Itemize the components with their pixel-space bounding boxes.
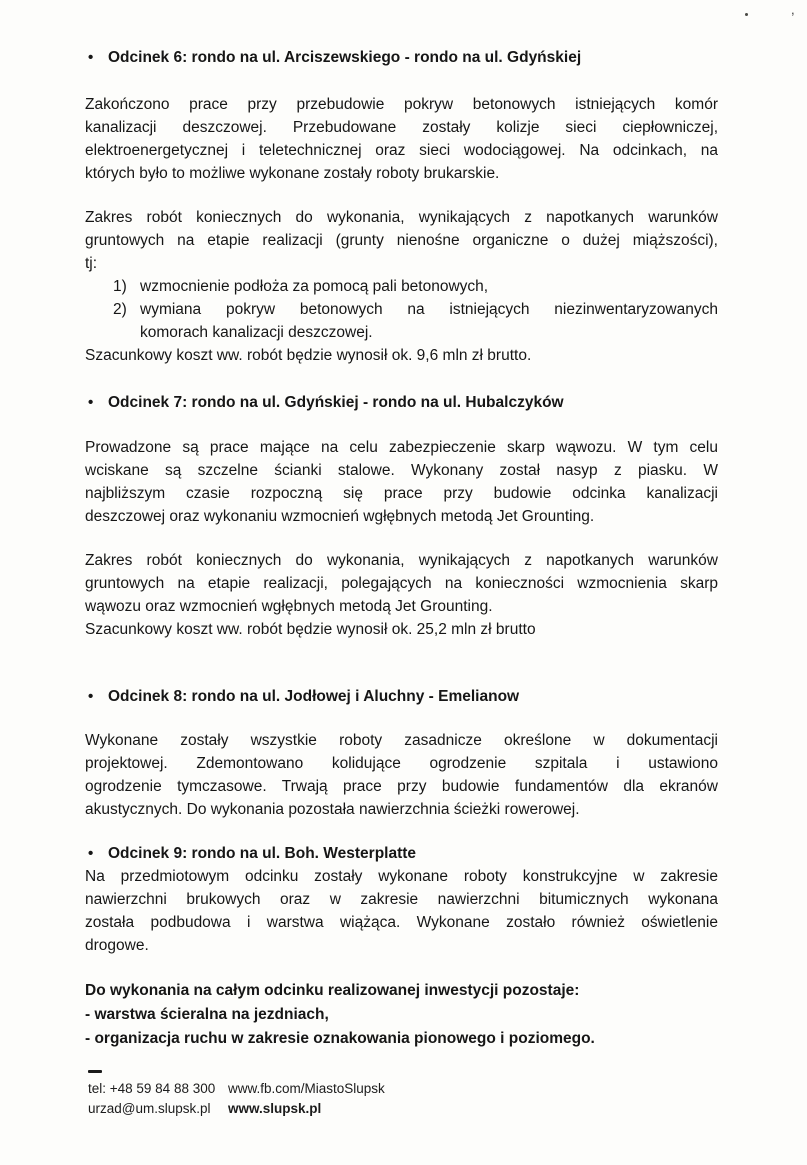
text-line: projektowej. Zdemontowano kolidujące ogrodzenie szpitala i ustawiono [85, 755, 718, 772]
list-item-text [140, 298, 718, 344]
text-line: - organizacja ruchu w zakresie oznakowania pionowego i poziomego. [85, 1030, 595, 1047]
section-heading-odcinek-9 [85, 842, 718, 865]
document-body [85, 0, 718, 1051]
section-heading-text: Odcinek 8: rondo na ul. Jodłowej i Aluchny - Emelianow [108, 688, 520, 705]
paragraph [85, 93, 718, 185]
footer-facebook-url: www.fb.com/MiastoSlupsk [228, 1081, 385, 1096]
list-item-number: 1) [113, 278, 127, 295]
text-line: Do wykonania na całym odcinku realizowanej inwestycji pozostaje: [85, 982, 580, 999]
footer-rule [88, 1070, 102, 1073]
text-line: najbliższym czasie rozpoczną się prace przy budowie odcinka kanalizacji [85, 485, 718, 502]
paragraph [85, 865, 718, 957]
paragraph [85, 549, 718, 641]
text-line: gruntowych na etapie realizacji, polegających na konieczności wzmocnienia skarp [85, 575, 718, 592]
section-heading-text: Odcinek 6: rondo na ul. Arciszewskiego - rondo na ul. Gdyńskiej [108, 49, 582, 66]
numbered-list [85, 275, 718, 344]
text-line: wciskane są szczelne ścianki stalowe. Wykonany został nasyp z piasku. W [85, 462, 718, 479]
text-line: drogowe. [85, 937, 149, 954]
text-line: Zakres robót koniecznych do wykonania, wynikających z napotkanych warunków [85, 209, 718, 226]
text-line: gruntowych na etapie realizacji (grunty nienośne organiczne o dużej miąższości), [85, 232, 718, 249]
paragraph [85, 436, 718, 528]
text-line: ogrodzenie tymczasowe. Trwają prace przy budowie fundamentów dla ekranów [85, 778, 718, 795]
bullet-icon: • [88, 49, 94, 66]
text-line: których było to możliwe wykonane zostały roboty brukarskie. [85, 165, 500, 182]
text-line: deszczowej oraz wykonaniu wzmocnień wgłębnych metodą Jet Grounting. [85, 508, 595, 525]
text-line: została podbudowa i warstwa wiążąca. Wykonane zostało również oświetlenie [85, 914, 718, 931]
text-line: Prowadzone są prace mające na celu zabezpieczenie skarp wąwozu. W tym celu [85, 439, 718, 456]
text-line: Na przedmiotowym odcinku zostały wykonane roboty konstrukcyjne w zakresie [85, 868, 718, 885]
scan-artifact-dot [745, 13, 748, 16]
text-line: kanalizacji deszczowej. Przebudowane zostały kolizje sieci ciepłowniczej, [85, 119, 718, 136]
paragraph [85, 206, 718, 275]
section-heading-text: Odcinek 7: rondo na ul. Gdyńskiej - rondo na ul. Hubalczyków [108, 394, 564, 411]
section-heading-odcinek-6 [85, 0, 718, 69]
text-line: wąwozu oraz wzmocnień wgłębnych metodą Jet Grounting. [85, 598, 493, 615]
text-line: Zakończono prace przy przebudowie pokryw betonowych istniejących komór [85, 96, 718, 113]
text-line: tj: [85, 255, 98, 272]
text-line: wymiana pokryw betonowych na istniejących niezinwentaryzowanych [140, 301, 718, 318]
bullet-icon: • [88, 845, 94, 862]
list-item-text: wzmocnienie podłoża za pomocą pali betonowych, [140, 278, 489, 295]
text-line: Zakres robót koniecznych do wykonania, wynikających z napotkanych warunków [85, 552, 718, 569]
text-line: elektroenergetycznej i teletechnicznej oraz sieci wodociągowej. Na odcinkach, na [85, 142, 718, 159]
footer-website-url: www.slupsk.pl [228, 1101, 322, 1116]
text-line: komorach kanalizacji deszczowej. [140, 324, 373, 341]
remaining-work-summary [85, 979, 718, 1051]
list-item-number: 2) [113, 301, 127, 318]
text-line: akustycznych. Do wykonania pozostała nawierzchnia ścieżki rowerowej. [85, 801, 580, 818]
cost-estimate-line: Szacunkowy koszt ww. robót będzie wynosił ok. 25,2 mln zł brutto [85, 621, 536, 638]
section-heading-odcinek-7 [85, 391, 718, 414]
footer-email: urzad@um.slupsk.pl [88, 1101, 211, 1116]
footer-phone: tel: +48 59 84 88 300 [88, 1081, 216, 1096]
list-item [85, 298, 718, 344]
list-item [85, 275, 718, 298]
scan-artifact-comma: , [791, 2, 795, 17]
text-line: Wykonane zostały wszystkie roboty zasadnicze określone w dokumentacji [85, 732, 718, 749]
footer-contact-grid [88, 1079, 385, 1119]
bullet-icon: • [88, 688, 94, 705]
cost-estimate-line: Szacunkowy koszt ww. robót będzie wynosił ok. 9,6 mln zł brutto. [85, 347, 532, 364]
document-footer [88, 1070, 385, 1119]
bullet-icon: • [88, 394, 94, 411]
text-line: nawierzchni brukowych oraz w zakresie nawierzchni bitumicznych wykonana [85, 891, 718, 908]
section-heading-odcinek-8 [85, 685, 718, 708]
section-heading-text: Odcinek 9: rondo na ul. Boh. Westerplatte [108, 845, 417, 862]
text-line: - warstwa ścieralna na jezdniach, [85, 1006, 329, 1023]
paragraph [85, 729, 718, 821]
